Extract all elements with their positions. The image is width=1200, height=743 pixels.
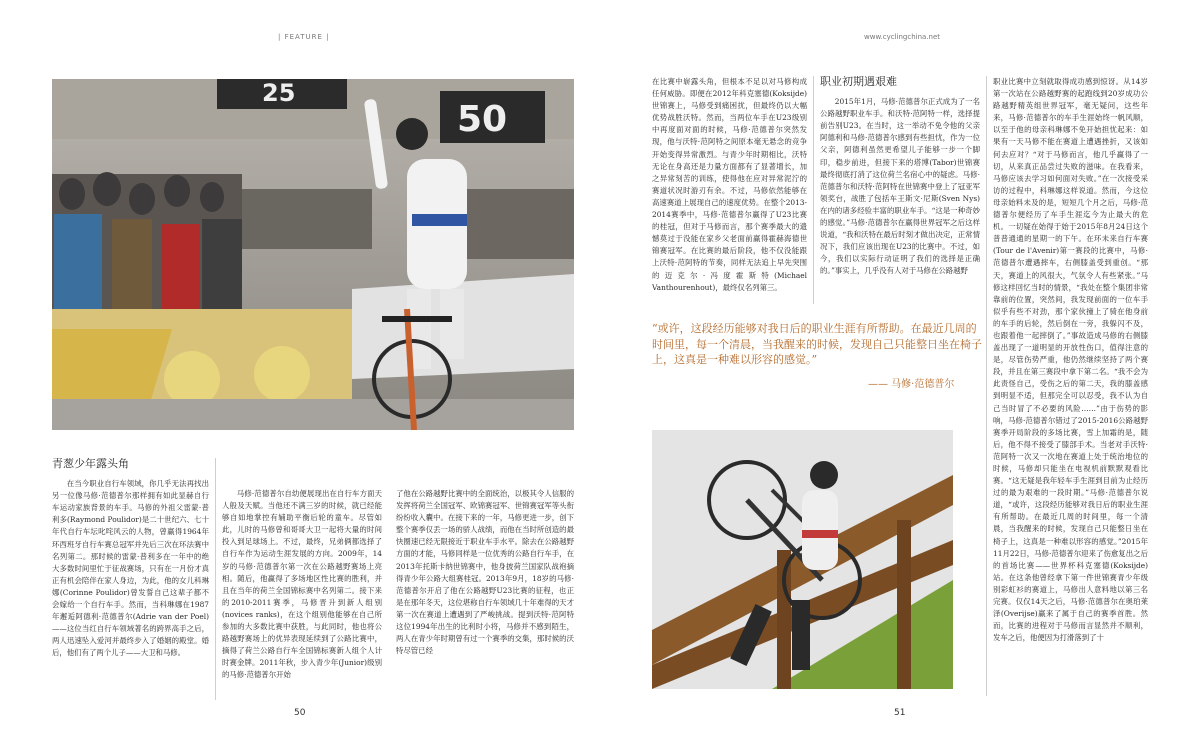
page-number-right: 51 <box>894 708 906 718</box>
victory-photo-illustration <box>52 79 574 430</box>
divider-2 <box>813 76 814 304</box>
pull-quote-attribution: —— 马修·范德普尔 <box>868 379 955 390</box>
header-tag: | FEATURE | <box>278 33 330 41</box>
left-col-3-text: 了他在公路越野比赛中的全面统治，以极其令人信服的发挥将荷兰全国冠军、欧锦赛冠军、世锦赛冠军等头衔纷纷收入囊中。在接下来的一年，马修更进一步，创下整个赛季仅丢一场的骄人战绩，而他在当时所创造的最快圈速已经无限接近于职业车手水平。除去在公路越野方面的才能，马修同样是一位优秀的公路自行车手，在2013年托斯卡纳世锦赛中，他身披荷兰国家队战袍摘得青少年公路大组赛桂冠。2013年9月，18岁的马修·范德普尔开启了他在公路越野U23比赛的征程，也正是在那年冬天，这位堪称自行车领域几十年难得的天才第一次在赛道上遭遇到了严峻挑战。提到沃特·范阿特这位1994年出生的比利时小将，马修并不感到陌生，两人在青少年时期曾有过一个赛季的交集，那时候的沃特尽管已经 <box>396 489 574 656</box>
right-col-3 <box>993 76 1148 700</box>
left-col-2-text: 马修·范德普尔自幼便展现出在自行车方面天人般及天赋。当他还不满三岁的时候，就已经能够自如地掌控有辅助平衡后轮的童车。尽管如此，儿时的马修曾和哥哥大卫一起将大量的时间投入到足球场上。不过，最终，兄弟俩都选择了自行车作为运动生涯发展的方向。2009年，14岁的马修·范德普尔第一次在公路越野赛场上亮相。随后，他赢得了多场地区性比赛的胜利，并且在当年的荷兰全国锦标赛中名列第二。接下来的2010-2011赛季，马修晋升到新人组别(novices ranks)，在这个组别他能够在自己所参加的大多数比赛中获胜，与此同时，他也将公路越野赛场上的优异表现延续到了公路比赛中，摘得了荷兰公路自行车全国锦标赛新人组个人计时赛金牌。2011年秋，步入青少年(Junior)级别的马修·范德普尔开始 <box>222 489 382 680</box>
left-col-1-text: 在当今职业自行车领域，你几乎无法再找出另一位像马修·范德普尔那样拥有如此显赫自行车运动家族背景的车手。马修的外祖父雷蒙·普利多(Raymond Poulidor)是二十世纪六、七十年代自行车坛叱咤风云的人物，曾赢得1964年环西班牙自行车赛总冠军并先后三次在环法赛中名列第二。那时候的雷蒙·普利多在一年中的绝大多数时间里忙于征战赛场，只有在一月份才真正有机会陪伴在家人身边，为此，他的女儿科琳娜(Corinne Poulidor)曾发誓自己这辈子都不会嫁给一个自行车手。然而，当科琳娜在1987年邂逅阿德利·范德普尔(Adrie van der Poel)——这位当红自行车领域著名的跨界高手之后，两人迅速坠入爱河并最终步入了婚姻的殿堂。婚后，他们有了两个儿子——大卫和马修。 <box>52 479 209 658</box>
divider-1 <box>215 458 216 700</box>
divider-3 <box>986 76 987 696</box>
page-number-left: 50 <box>294 708 306 718</box>
finish-board-mid-number: 50 <box>457 99 508 140</box>
pull-quote: “或许，这段经历能够对我日后的职业生涯有所帮助。在最近几周的时间里，每一个清晨，当我醒来的时候，发现自己只能整日坐在椅子上，这真是一种难以形容的感觉。” <box>652 322 982 366</box>
right-col-1-text: 在比赛中崭露头角，但根本不足以对马修构成任何威胁。即便在2012年科克塞德(Koksijde)世锦赛上，马修受到痛困扰，但最终仍以大幅优势战胜沃特。然而，当两位车手在U23级别中再度面对面的时候，马修·范德普尔突然发现，他与沃特·范阿特之间原本毫无悬念的竞争开始变得异常激烈。与青少年时期相比，沃特无论在身高还是力量方面都有了显著增长，加之异常刻苦的训练，使得他在应对异常泥泞的赛道状况时游刃有余。不过，马修依然能够在高速赛道上展现自己的速度优势。在整个2013-2014赛季中，马修·范德普尔赢得了U23比赛的桂冠，但对于马修而言，那个赛季最大的遗憾莫过于没能在家乡父老面前赢得霍赫海德世锦赛冠军。在比赛的最后阶段，他不仅没能跟上沃特·范阿特的节奏，同样无法追上早先突围的迈克尔·冯度霍斯特(Michael Vanthourenhout)，最终仅名列第三。 <box>652 77 807 292</box>
section-title-young: 青葱少年露头角 <box>52 458 129 470</box>
stairs-photo-illustration <box>652 430 953 689</box>
stairs-photo <box>652 430 953 689</box>
left-col-2 <box>222 488 382 700</box>
header-url: www.cyclingchina.net <box>864 33 941 41</box>
rider-helmet <box>810 461 838 489</box>
section-title-pro: 职业初期遇艰难 <box>820 76 897 88</box>
right-col-2-text: 2015年1月，马修·范德普尔正式成为了一名公路越野职业车手。和沃特·范阿特一样，选择提前告别U23。在当时，这一举动不免令他的父亲阿德利和马修·范德普尔感到有些担忧，作为一位父亲，阿德利虽然更希望儿子能够一步一个脚印，稳步前进，但接下来的塔博(Tabor)世锦赛最终彻底打消了这位荷兰名宿心中的疑虑。马修·范德普尔和沃特·范阿特在世锦赛中登上了冠亚军领奖台，战胜了包括车王斯文·尼斯(Sven Nys)在内的诸多经验丰富的职业车手。“这是一种奇妙的感觉。”马修·范德普尔在赢得世界冠军之后这样说道，“我和沃特在最后时刻才做出决定，正常情况下，我们应该出现在U23的比赛中。不过，如今，我们以实际行动证明了我们的选择是正确的。”事实上，几乎没有人对于马修在公路越野 <box>820 97 980 276</box>
left-col-1 <box>52 458 209 700</box>
helmet <box>396 118 428 150</box>
left-col-3 <box>396 488 574 700</box>
right-col-2 <box>820 76 980 304</box>
victory-photo <box>52 79 574 430</box>
finish-board-top-number: 25 <box>262 79 296 107</box>
right-col-1 <box>652 76 807 304</box>
right-col-3-text: 职业比赛中立刻就取得成功感到惊讶。从14岁第一次站在公路越野赛的起跑线到20岁成功公路越野精英组世界冠军，毫无疑问，这些年来，马修·范德普尔的车手生涯始终一帆风顺，以至于他的母亲科琳娜不免开始担忧起来：如果有一天马修不能在赛道上遭遇挫折，又该如何去应对？“对于马修而言，他几乎赢得了一切，从来真正品尝过失败的滋味。在我看来，马修应该去学习如何面对失败。”在一次接受采访的过程中，科琳娜这样说道。然而，今这位母亲始料未及的是，短短几个月之后，马修·范德普尔便经历了车手生涯迄今为止最大的危机。一切疑在始得于始于2015年8月24日这个普普通通的星期一的下午。在环未来自行车赛(Tour de l'Avenir)第一赛段的比赛中，马修·范德普尔遭遇摔车，右侧膝盖受到重创。“那天，赛道上的风很大，气氛令人有些紧张。”马修这样回忆当时的情景，“我处在整个集团非常靠前的位置，突然间，我发现前面的一位车手似乎有些不对劲，那个家伙撞上了骑在他身前的车手的后轮，然后倒在一旁，我躲闪不及，也跟着他一起摔倒了。”事故造成马修的右侧膝盖出现了一道明显的开放性伤口，值得注意的是，尽管伤势严重，他仍然继续坚持了两个赛段，并且在第三赛段中拿下第二名。“我不会为此责怪自己，受伤之后的第二天，我的膝盖感到明显不适，但那完全可以忍受，我不认为自己当时冒了不必要的风险……”由于伤势的影响，马修·范德普尔错过了2015-2016公路越野赛季开局阶段的多场比赛，雪上加霜的是，随后，他不得不接受了膝部手术。当老对手沃特·范阿特一次又一次地在赛道上处于统治地位的时候，马修却只能坐在电视机前默默观看比赛。“这无疑是我年轻车手生涯到目前为止经历过的最为艰难的一段时期。”马修·范德普尔说道，“或许，这段经历能够对我日后的职业生涯有所帮助。在最近几周的时间里，每一个清晨，当我醒来的时候，发现自己只能整日坐在椅子上，这真是一种难以形容的感觉。”2015年11月22日，马修·范德普尔迎来了伤愈复出之后的首场比赛——世界杯科克塞德(Koksijde)站。在这条他曾经拿下第一件世锦赛青少年级别彩虹衫的赛道上，马修出人意料地以第三名完赛。仅仅14天之后，马修·范德普尔在奥珀莱泽(Overijse)赢来了属于自己的赛季首胜。然而，比赛的进程对于马修而言显然并不顺利，发车之后，他便因为打滑落到了十 <box>993 77 1148 643</box>
